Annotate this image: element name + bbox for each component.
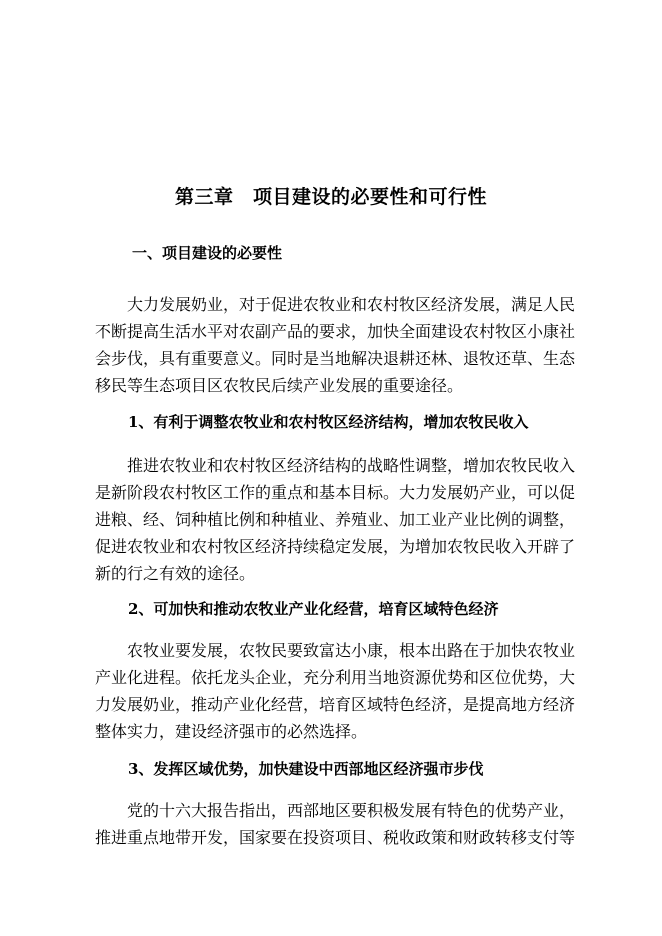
subsection-heading-3: 3、发挥区域优势，加快建设中西部地区经济强市步伐 bbox=[128, 760, 484, 778]
section-heading: 一、项目建设的必要性 bbox=[132, 244, 283, 262]
subsection-paragraph-2: 农牧业要发展，农牧民要致富达小康，根本出路在于加快农牧业产业化进程。依托龙头企业，充分利用当地资源优势和区位优势，大力发展奶业，推动产业化经营，培育区域特色经济，是提高地方经济整体实力，建设经济强市的必然选择。 bbox=[95, 641, 576, 741]
subsection-heading-1: 1、有利于调整农牧业和农村牧区经济结构，增加农牧民收入 bbox=[128, 413, 529, 431]
section-intro-paragraph: 大力发展奶业，对于促进农牧业和农村牧区经济发展，满足人民不断提高生活水平对农副产品的要求，加快全面建设农村牧区小康社会步伐，具有重要意义。同时是当地解决退耕还林、退牧还草、生态移民等生态项目区农牧民后续产业发展的重要途径。 bbox=[95, 295, 576, 395]
subsection-heading-2: 2、可加快和推动农牧业产业化经营，培育区域特色经济 bbox=[128, 600, 499, 618]
chapter-title: 第三章 项目建设的必要性和可行性 bbox=[174, 186, 487, 208]
subsection-paragraph-3: 党的十六大报告指出，西部地区要积极发展有特色的优势产业，推进重点地带开发，国家要在投资项目、税收政策和财政转移支付等 bbox=[95, 801, 576, 847]
subsection-paragraph-1: 推进农牧业和农村牧区经济结构的战略性调整，增加农牧民收入是新阶段农村牧区工作的重点和基本目标。大力发展奶产业，可以促进粮、经、饲种植比例和种植业、养殖业、加工业产业比例的调整，促进农牧业和农村牧区经济持续稳定发展，为增加农牧民收入开辟了新的行之有效的途径。 bbox=[95, 456, 576, 583]
